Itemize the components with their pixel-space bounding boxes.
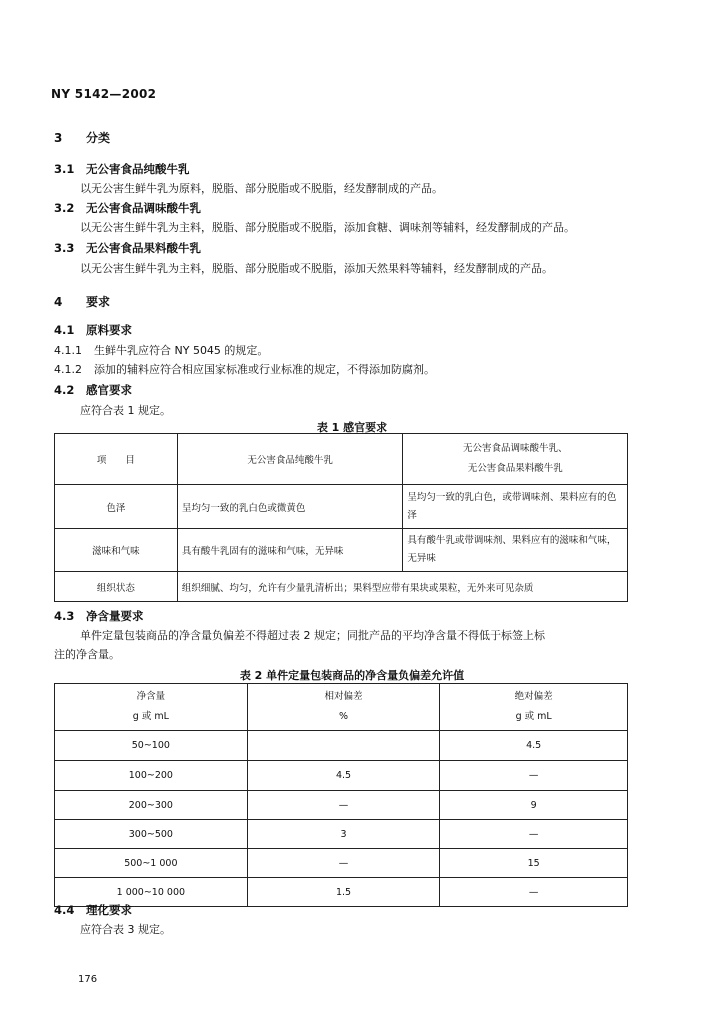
clause-4-3-heading	[54, 608, 144, 624]
clause-number: 3.3	[54, 241, 75, 255]
clause-number: 4.1	[54, 323, 75, 337]
table-row	[55, 878, 628, 907]
table-cell: 色泽	[55, 485, 178, 529]
clause-title: 感官要求	[86, 383, 132, 397]
clause-number: 4.3	[54, 609, 75, 623]
header-line: 相对偏差	[324, 691, 363, 702]
clause-4-2-heading	[54, 382, 132, 398]
header-line: 无公害食品调味酸牛乳、	[462, 443, 568, 454]
table-row	[55, 849, 628, 878]
clause-number: 4.1.2	[54, 363, 82, 376]
clause-number: 3.1	[54, 162, 75, 176]
clause-3-1-heading	[54, 161, 190, 177]
clause-title: 无公害食品果料酸牛乳	[86, 241, 201, 255]
table-2-caption: 表 2 单件定量包装商品的净含量负偏差允许值	[239, 669, 465, 682]
section-number: 4	[54, 295, 63, 309]
clause-3-1-text: 以无公害生鲜牛乳为原料，脱脂、部分脱脂或不脱脂，经发酵制成的产品。	[80, 182, 443, 195]
page-number: 176	[78, 974, 98, 985]
section-4-heading	[54, 293, 110, 310]
table-header-cell	[55, 684, 248, 731]
clause-title: 原料要求	[86, 323, 132, 337]
clause-3-3-text: 以无公害生鲜牛乳为主料，脱脂、部分脱脂或不脱脂，添加天然果料等辅料，经发酵制成的产品。	[80, 262, 553, 275]
clause-4-1-1	[54, 342, 268, 358]
section-number: 3	[54, 131, 63, 145]
clause-text: 生鲜牛乳应符合 NY 5045 的规定。	[94, 344, 269, 357]
header-line: 净含量	[136, 691, 166, 702]
table-cell: 具有酸牛乳或带调味剂、果料应有的滋味和气味，无异味	[403, 529, 628, 572]
header-line: 无公害食品果料酸牛乳	[467, 463, 563, 474]
table-cell: 50~100	[55, 731, 248, 761]
table-row	[55, 572, 628, 602]
table-cell: —	[440, 761, 628, 791]
table-cell: 500~1 000	[55, 849, 248, 878]
table-cell: 呈均匀一致的乳白色，或带调味剂、果料应有的色泽	[403, 485, 628, 529]
table-header-cell	[403, 434, 628, 485]
clause-number: 4.1.1	[54, 344, 82, 357]
table-cell: —	[440, 820, 628, 849]
table-row	[55, 684, 628, 731]
clause-4-4-text: 应符合表 3 规定。	[80, 923, 171, 936]
table-cell: 100~200	[55, 761, 248, 791]
clause-4-3-text-line-2: 注的净含量。	[54, 648, 120, 661]
table-row	[55, 791, 628, 820]
table-cell: —	[247, 791, 440, 820]
table-cell	[247, 731, 440, 761]
clause-4-1-heading	[54, 322, 132, 338]
table-cell: 9	[440, 791, 628, 820]
table-header-cell	[247, 684, 440, 731]
clause-title: 无公害食品调味酸牛乳	[86, 201, 201, 215]
table-1-caption: 表 1 感官要求	[316, 421, 388, 434]
table-header-cell	[440, 684, 628, 731]
section-title: 分类	[86, 131, 111, 145]
table-cell: —	[440, 878, 628, 907]
clause-3-2-text: 以无公害生鲜牛乳为主料，脱脂、部分脱脂或不脱脂，添加食糖、调味剂等辅料，经发酵制成的产品。	[80, 221, 575, 234]
table-cell: 300~500	[55, 820, 248, 849]
header-line: g 或 mL	[515, 711, 552, 722]
clause-4-4-heading	[54, 902, 132, 918]
clause-number: 3.2	[54, 201, 75, 215]
table-cell: —	[247, 849, 440, 878]
table-row	[55, 820, 628, 849]
table-row	[55, 529, 628, 572]
header-line: g 或 mL	[132, 711, 169, 722]
table-cell: 1 000~10 000	[55, 878, 248, 907]
table-cell: 200~300	[55, 791, 248, 820]
table-row	[55, 434, 628, 485]
clause-4-2-text: 应符合表 1 规定。	[80, 404, 171, 417]
clause-3-3-heading	[54, 240, 201, 256]
clause-3-2-heading	[54, 200, 201, 216]
running-header: NY 5142—2002	[51, 87, 157, 101]
table-cell: 15	[440, 849, 628, 878]
clause-number: 4.4	[54, 903, 75, 917]
table-cell: 1.5	[247, 878, 440, 907]
table-cell: 呈均匀一致的乳白色或微黄色	[177, 485, 403, 529]
table-header-cell: 无公害食品纯酸牛乳	[177, 434, 403, 485]
clause-title: 净含量要求	[86, 609, 144, 623]
clause-title: 理化要求	[86, 903, 132, 917]
clause-4-3-text-line-1: 单件定量包装商品的净含量负偏差不得超过表 2 规定；同批产品的平均净含量不得低于标签上标	[80, 629, 545, 642]
table-header-cell: 项 目	[55, 434, 178, 485]
table-cell: 4.5	[247, 761, 440, 791]
table-row	[55, 485, 628, 529]
header-line: %	[339, 711, 349, 722]
clause-text: 添加的辅料应符合相应国家标准或行业标准的规定，不得添加防腐剂。	[94, 363, 435, 376]
table-1-sensory	[54, 433, 628, 602]
header-line: 绝对偏差	[514, 691, 553, 702]
table-cell: 组织细腻、均匀，允许有少量乳清析出；果料型应带有果块或果粒，无外来可见杂质	[177, 572, 627, 602]
clause-4-1-2	[54, 361, 435, 377]
clause-number: 4.2	[54, 383, 75, 397]
section-title: 要求	[86, 295, 111, 309]
table-cell: 滋味和气味	[55, 529, 178, 572]
section-3-heading	[54, 129, 110, 146]
table-cell: 具有酸牛乳固有的滋味和气味，无异味	[177, 529, 403, 572]
table-cell: 组织状态	[55, 572, 178, 602]
table-row	[55, 761, 628, 791]
clause-title: 无公害食品纯酸牛乳	[86, 162, 190, 176]
table-2-net-content	[54, 683, 628, 907]
table-row	[55, 731, 628, 761]
table-cell: 3	[247, 820, 440, 849]
table-cell: 4.5	[440, 731, 628, 761]
